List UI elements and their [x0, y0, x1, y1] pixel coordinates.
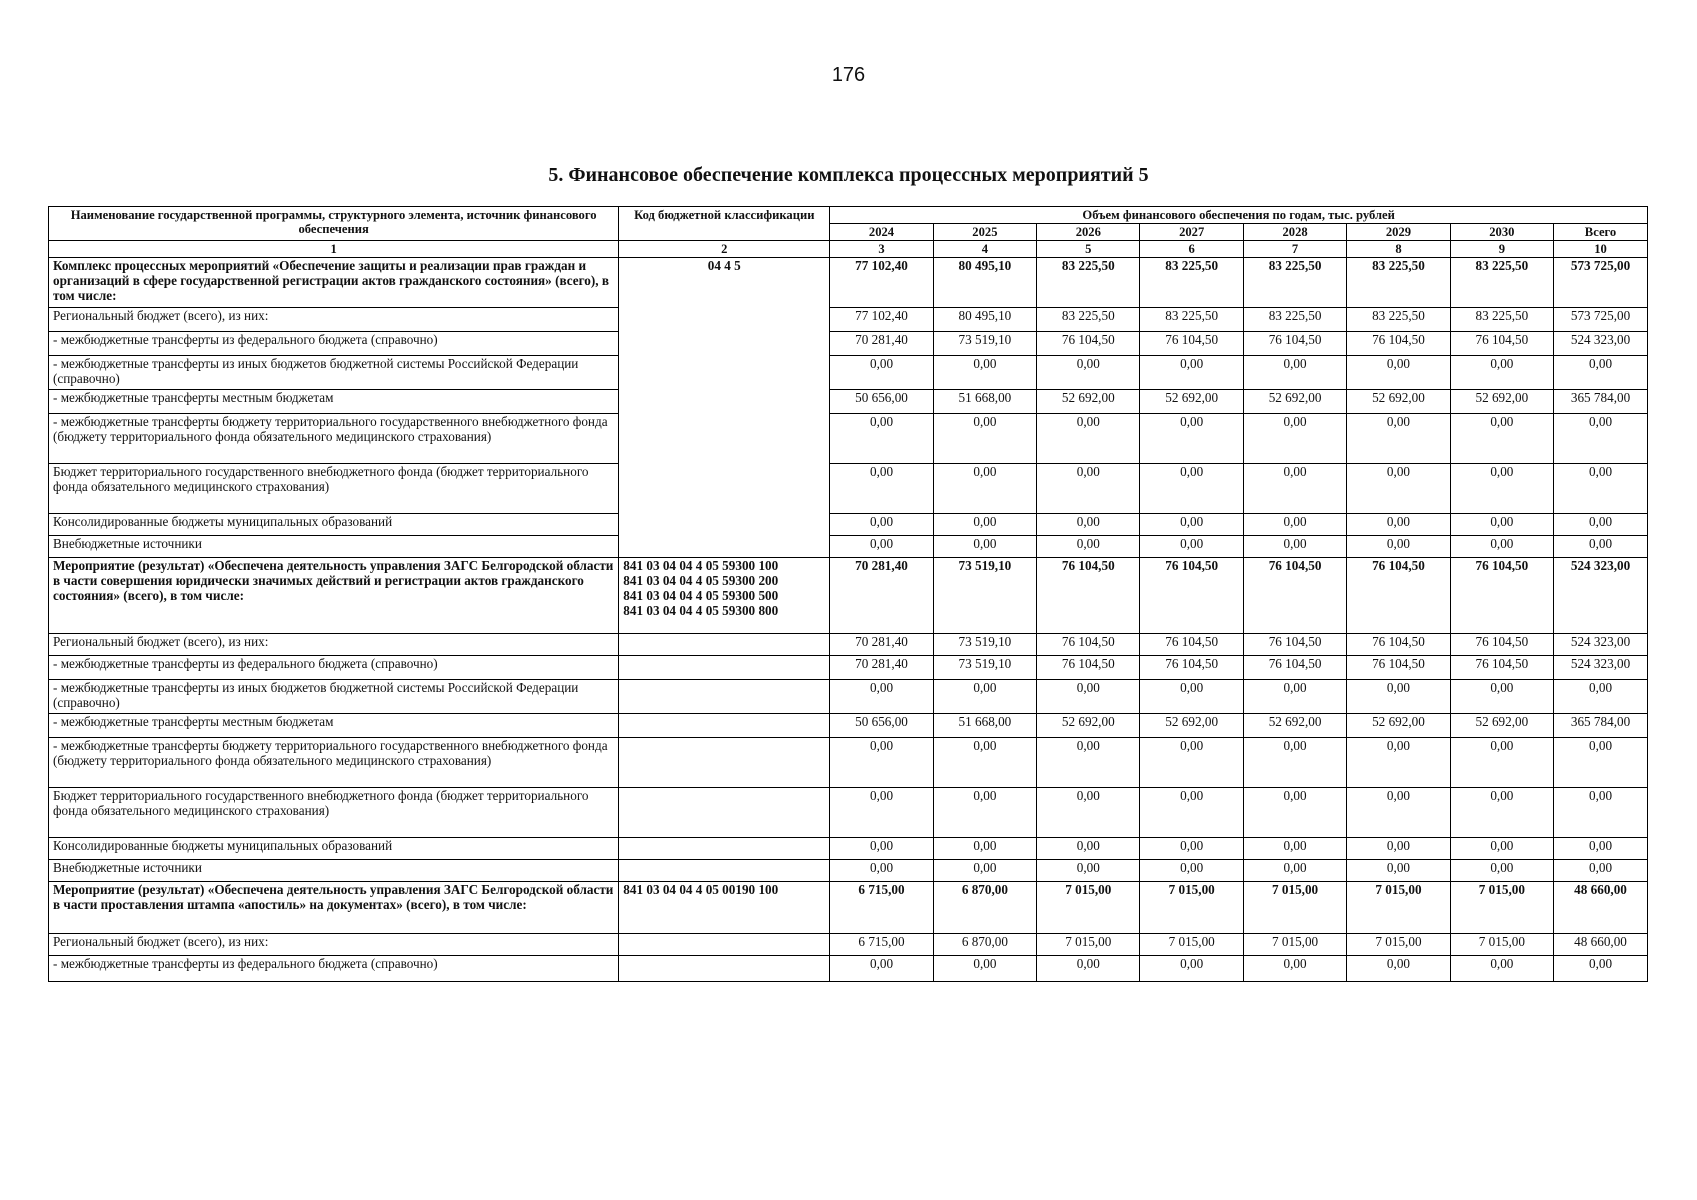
table-row [49, 860, 1648, 882]
table-row [49, 714, 1648, 738]
value-cell: 0,00 [1347, 414, 1450, 464]
row-name: Региональный бюджет (всего), из них: [49, 934, 619, 956]
value-cell: 52 692,00 [1140, 390, 1243, 414]
row-name: - межбюджетные трансферты местным бюджетам [49, 714, 619, 738]
value-cell: 7 015,00 [1450, 882, 1553, 934]
value-cell: 76 104,50 [1243, 656, 1346, 680]
row-name: - межбюджетные трансферты из федерального бюджета (справочно) [49, 656, 619, 680]
table-row [49, 882, 1648, 934]
value-cell: 0,00 [1243, 860, 1346, 882]
value-cell: 7 015,00 [1037, 934, 1140, 956]
value-cell: 0,00 [1243, 514, 1346, 536]
value-cell: 0,00 [1037, 956, 1140, 982]
value-cell: 0,00 [1140, 514, 1243, 536]
value-cell: 73 519,10 [933, 558, 1036, 634]
value-cell: 0,00 [1037, 738, 1140, 788]
value-cell: 365 784,00 [1554, 390, 1648, 414]
value-cell: 0,00 [1243, 536, 1346, 558]
value-cell: 76 104,50 [1037, 558, 1140, 634]
value-cell: 0,00 [1140, 536, 1243, 558]
value-cell: 70 281,40 [830, 656, 933, 680]
row-name: - межбюджетные трансферты бюджету территориального государственного внебюджетного фонда (бюджету территориального фонда обязательного медицинского страхования) [49, 738, 619, 788]
value-cell: 0,00 [1450, 860, 1553, 882]
value-cell: 76 104,50 [1037, 634, 1140, 656]
value-cell: 76 104,50 [1037, 332, 1140, 356]
value-cell: 0,00 [1450, 514, 1553, 536]
year-header-0: 2024 [830, 224, 933, 241]
value-cell: 6 715,00 [830, 934, 933, 956]
value-cell: 52 692,00 [1037, 714, 1140, 738]
value-cell: 0,00 [1037, 788, 1140, 838]
value-cell: 0,00 [1140, 860, 1243, 882]
value-cell: 83 225,50 [1243, 258, 1346, 308]
table-row [49, 634, 1648, 656]
value-cell: 0,00 [1554, 536, 1648, 558]
value-cell: 0,00 [830, 414, 933, 464]
table-row [49, 464, 1648, 514]
budget-code [619, 860, 830, 882]
value-cell: 0,00 [1347, 838, 1450, 860]
value-cell: 0,00 [1347, 514, 1450, 536]
table-row [49, 956, 1648, 982]
row-name: Региональный бюджет (всего), из них: [49, 634, 619, 656]
value-cell: 0,00 [1347, 788, 1450, 838]
value-cell: 0,00 [933, 536, 1036, 558]
table-row [49, 788, 1648, 838]
value-cell: 7 015,00 [1243, 882, 1346, 934]
value-cell: 0,00 [933, 838, 1036, 860]
value-cell: 83 225,50 [1450, 258, 1553, 308]
value-cell: 0,00 [1037, 414, 1140, 464]
value-cell: 76 104,50 [1037, 656, 1140, 680]
value-cell: 0,00 [933, 738, 1036, 788]
value-cell: 0,00 [1037, 860, 1140, 882]
value-cell: 0,00 [1347, 536, 1450, 558]
budget-code [619, 634, 830, 656]
table-row [49, 332, 1648, 356]
value-cell: 0,00 [830, 788, 933, 838]
row-name: Бюджет территориального государственного внебюджетного фонда (бюджет территориального фонда обязательного медицинского страхования) [49, 464, 619, 514]
value-cell: 0,00 [1140, 356, 1243, 390]
value-cell: 0,00 [830, 536, 933, 558]
value-cell: 52 692,00 [1450, 714, 1553, 738]
value-cell: 80 495,10 [933, 308, 1036, 332]
budget-code [619, 882, 830, 934]
year-header-6: 2030 [1450, 224, 1553, 241]
value-cell: 76 104,50 [1450, 332, 1553, 356]
value-cell: 365 784,00 [1554, 714, 1648, 738]
value-cell: 0,00 [1554, 414, 1648, 464]
value-cell: 0,00 [1347, 860, 1450, 882]
row-name: - межбюджетные трансферты бюджету территориального государственного внебюджетного фонда (бюджету территориального фонда обязательного медицинского страхования) [49, 414, 619, 464]
row-name: Консолидированные бюджеты муниципальных образований [49, 838, 619, 860]
value-cell: 0,00 [1450, 464, 1553, 514]
budget-code [619, 838, 830, 860]
year-header-3: 2027 [1140, 224, 1243, 241]
value-cell: 52 692,00 [1243, 714, 1346, 738]
table-row [49, 738, 1648, 788]
row-name: Мероприятие (результат) «Обеспечена деятельность управления ЗАГС Белгородской области в части совершения юридически значимых действий и регистрации актов гражданского состояния» (всего), в том числе: [49, 558, 619, 634]
value-cell: 0,00 [1140, 738, 1243, 788]
row-name: Внебюджетные источники [49, 536, 619, 558]
value-cell: 7 015,00 [1140, 934, 1243, 956]
value-cell: 80 495,10 [933, 258, 1036, 308]
value-cell: 7 015,00 [1037, 882, 1140, 934]
value-cell: 0,00 [1450, 738, 1553, 788]
value-cell: 0,00 [1243, 680, 1346, 714]
value-cell: 76 104,50 [1450, 656, 1553, 680]
value-cell: 0,00 [933, 514, 1036, 536]
row-name: - межбюджетные трансферты из иных бюджетов бюджетной системы Российской Федерации (справочно) [49, 680, 619, 714]
value-cell: 0,00 [1554, 956, 1648, 982]
value-cell: 0,00 [830, 738, 933, 788]
value-cell: 0,00 [1450, 356, 1553, 390]
value-cell: 52 692,00 [1347, 390, 1450, 414]
value-cell: 73 519,10 [933, 332, 1036, 356]
row-name: Бюджет территориального государственного внебюджетного фонда (бюджет территориального фонда обязательного медицинского страхования) [49, 788, 619, 838]
value-cell: 0,00 [1243, 788, 1346, 838]
value-cell: 0,00 [1243, 414, 1346, 464]
value-cell: 76 104,50 [1347, 558, 1450, 634]
budget-code-line: 841 03 04 04 4 05 59300 200 [623, 573, 779, 589]
value-cell: 0,00 [830, 838, 933, 860]
value-cell: 0,00 [1554, 356, 1648, 390]
table-row [49, 934, 1648, 956]
value-cell: 76 104,50 [1347, 656, 1450, 680]
value-cell: 76 104,50 [1347, 332, 1450, 356]
value-cell: 6 715,00 [830, 882, 933, 934]
value-cell: 83 225,50 [1037, 308, 1140, 332]
row-name: Региональный бюджет (всего), из них: [49, 308, 619, 332]
budget-code-line: 841 03 04 04 4 05 59300 800 [623, 602, 779, 618]
budget-code [619, 558, 830, 634]
value-cell: 0,00 [933, 464, 1036, 514]
document-title: 5. Финансовое обеспечение комплекса процессных мероприятий 5 [548, 164, 1149, 186]
value-cell: 573 725,00 [1554, 308, 1648, 332]
page-number: 176 [831, 64, 866, 86]
value-cell: 52 692,00 [1243, 390, 1346, 414]
value-cell: 524 323,00 [1554, 634, 1648, 656]
header-column-numbers [49, 241, 1648, 258]
value-cell: 76 104,50 [1243, 634, 1346, 656]
value-cell: 76 104,50 [1140, 332, 1243, 356]
value-cell: 0,00 [1140, 956, 1243, 982]
value-cell: 0,00 [1347, 356, 1450, 390]
budget-code-line: 841 03 04 04 4 05 59300 100 [623, 558, 779, 574]
value-cell: 0,00 [1037, 680, 1140, 714]
row-name: Комплекс процессных мероприятий «Обеспечение защиты и реализации прав граждан и организаций в сфере государственной регистрации актов гражданского состояния» (всего), в том числе: [49, 258, 619, 308]
value-cell: 0,00 [1450, 536, 1553, 558]
value-cell: 50 656,00 [830, 714, 933, 738]
value-cell: 0,00 [933, 788, 1036, 838]
value-cell: 0,00 [1450, 838, 1553, 860]
value-cell: 0,00 [1554, 514, 1648, 536]
column-number-2: 2 [619, 241, 830, 258]
value-cell: 73 519,10 [933, 656, 1036, 680]
value-cell: 83 225,50 [1037, 258, 1140, 308]
budget-code [619, 656, 830, 680]
value-cell: 52 692,00 [1140, 714, 1243, 738]
header-name: Наименование государственной программы, структурного элемента, источник финансового обеспечения [49, 207, 619, 241]
budget-code [619, 738, 830, 788]
value-cell: 0,00 [1450, 788, 1553, 838]
budget-code-line: 841 03 04 04 4 05 00190 100 [623, 882, 779, 898]
table-body [49, 258, 1648, 982]
value-cell: 73 519,10 [933, 634, 1036, 656]
value-cell: 0,00 [830, 860, 933, 882]
row-name: Внебюджетные источники [49, 860, 619, 882]
value-cell: 573 725,00 [1554, 258, 1648, 308]
column-number-5: 5 [1037, 241, 1140, 258]
value-cell: 0,00 [1554, 838, 1648, 860]
value-cell: 0,00 [1347, 464, 1450, 514]
value-cell: 0,00 [1037, 514, 1140, 536]
value-cell: 0,00 [1140, 788, 1243, 838]
table-row [49, 838, 1648, 860]
table-row [49, 536, 1648, 558]
value-cell: 0,00 [1243, 738, 1346, 788]
year-header-1: 2025 [933, 224, 1036, 241]
year-header-2: 2026 [1037, 224, 1140, 241]
value-cell: 76 104,50 [1450, 634, 1553, 656]
value-cell: 0,00 [830, 956, 933, 982]
row-name: - межбюджетные трансферты из федерального бюджета (справочно) [49, 956, 619, 982]
column-number-10: 10 [1554, 241, 1648, 258]
value-cell: 7 015,00 [1243, 934, 1346, 956]
header-code: Код бюджетной классификации [619, 207, 830, 241]
table-row [49, 390, 1648, 414]
value-cell: 83 225,50 [1450, 308, 1553, 332]
value-cell: 0,00 [1140, 464, 1243, 514]
value-cell: 0,00 [1347, 680, 1450, 714]
value-cell: 0,00 [1243, 956, 1346, 982]
value-cell: 0,00 [1554, 860, 1648, 882]
budget-code [619, 788, 830, 838]
table-row [49, 414, 1648, 464]
value-cell: 0,00 [933, 956, 1036, 982]
column-number-3: 3 [830, 241, 933, 258]
budget-code [619, 934, 830, 956]
column-number-9: 9 [1450, 241, 1553, 258]
value-cell: 48 660,00 [1554, 882, 1648, 934]
column-number-8: 8 [1347, 241, 1450, 258]
value-cell: 0,00 [933, 356, 1036, 390]
value-cell: 0,00 [1037, 356, 1140, 390]
year-header-4: 2028 [1243, 224, 1346, 241]
value-cell: 0,00 [1037, 464, 1140, 514]
row-name: - межбюджетные трансферты из федерального бюджета (справочно) [49, 332, 619, 356]
value-cell: 0,00 [830, 464, 933, 514]
value-cell: 0,00 [830, 680, 933, 714]
value-cell: 0,00 [1554, 788, 1648, 838]
table-row [49, 356, 1648, 390]
value-cell: 0,00 [1140, 414, 1243, 464]
value-cell: 0,00 [1243, 838, 1346, 860]
table-row [49, 258, 1648, 308]
value-cell: 0,00 [830, 514, 933, 536]
value-cell: 6 870,00 [933, 934, 1036, 956]
value-cell: 52 692,00 [1037, 390, 1140, 414]
row-name: - межбюджетные трансферты местным бюджетам [49, 390, 619, 414]
value-cell: 77 102,40 [830, 258, 933, 308]
value-cell: 77 102,40 [830, 308, 933, 332]
value-cell: 0,00 [1347, 956, 1450, 982]
value-cell: 6 870,00 [933, 882, 1036, 934]
value-cell: 52 692,00 [1347, 714, 1450, 738]
value-cell: 524 323,00 [1554, 656, 1648, 680]
column-number-6: 6 [1140, 241, 1243, 258]
value-cell: 524 323,00 [1554, 332, 1648, 356]
column-number-4: 4 [933, 241, 1036, 258]
value-cell: 0,00 [1450, 414, 1553, 464]
value-cell: 76 104,50 [1140, 558, 1243, 634]
value-cell: 70 281,40 [830, 332, 933, 356]
value-cell: 0,00 [1554, 680, 1648, 714]
value-cell: 51 668,00 [933, 714, 1036, 738]
value-cell: 70 281,40 [830, 558, 933, 634]
value-cell: 76 104,50 [1347, 634, 1450, 656]
value-cell: 0,00 [1450, 956, 1553, 982]
value-cell: 0,00 [1554, 738, 1648, 788]
value-cell: 0,00 [933, 680, 1036, 714]
value-cell: 83 225,50 [1347, 308, 1450, 332]
row-name: Консолидированные бюджеты муниципальных образований [49, 514, 619, 536]
financing-table [48, 206, 1648, 982]
value-cell: 0,00 [1037, 838, 1140, 860]
value-cell: 83 225,50 [1347, 258, 1450, 308]
budget-code [619, 956, 830, 982]
year-header-7: Всего [1554, 224, 1648, 241]
value-cell: 0,00 [1450, 680, 1553, 714]
value-cell: 7 015,00 [1347, 934, 1450, 956]
budget-code-line: 841 03 04 04 4 05 59300 500 [623, 587, 779, 603]
value-cell: 76 104,50 [1243, 332, 1346, 356]
value-cell: 0,00 [933, 414, 1036, 464]
value-cell: 70 281,40 [830, 634, 933, 656]
value-cell: 51 668,00 [933, 390, 1036, 414]
value-cell: 7 015,00 [1450, 934, 1553, 956]
value-cell: 0,00 [830, 356, 933, 390]
value-cell: 0,00 [1243, 464, 1346, 514]
budget-code [619, 680, 830, 714]
table-row [49, 680, 1648, 714]
value-cell: 76 104,50 [1450, 558, 1553, 634]
value-cell: 0,00 [1347, 738, 1450, 788]
table-row [49, 514, 1648, 536]
value-cell: 76 104,50 [1140, 634, 1243, 656]
value-cell: 0,00 [1140, 838, 1243, 860]
table-row [49, 558, 1648, 634]
table-row [49, 308, 1648, 332]
value-cell: 0,00 [933, 860, 1036, 882]
column-number-1: 1 [49, 241, 619, 258]
value-cell: 7 015,00 [1140, 882, 1243, 934]
value-cell: 7 015,00 [1347, 882, 1450, 934]
header-volume: Объем финансового обеспечения по годам, тыс. рублей [830, 207, 1648, 224]
value-cell: 0,00 [1037, 536, 1140, 558]
value-cell: 524 323,00 [1554, 558, 1648, 634]
value-cell: 0,00 [1554, 464, 1648, 514]
value-cell: 76 104,50 [1243, 558, 1346, 634]
budget-code [619, 714, 830, 738]
budget-code: 04 4 5 [619, 258, 830, 558]
row-name: - межбюджетные трансферты из иных бюджетов бюджетной системы Российской Федерации (справочно) [49, 356, 619, 390]
value-cell: 83 225,50 [1140, 258, 1243, 308]
value-cell: 83 225,50 [1140, 308, 1243, 332]
value-cell: 52 692,00 [1450, 390, 1553, 414]
value-cell: 0,00 [1243, 356, 1346, 390]
value-cell: 50 656,00 [830, 390, 933, 414]
value-cell: 48 660,00 [1554, 934, 1648, 956]
column-number-7: 7 [1243, 241, 1346, 258]
value-cell: 83 225,50 [1243, 308, 1346, 332]
value-cell: 76 104,50 [1140, 656, 1243, 680]
value-cell: 0,00 [1140, 680, 1243, 714]
year-header-5: 2029 [1347, 224, 1450, 241]
table-row [49, 656, 1648, 680]
row-name: Мероприятие (результат) «Обеспечена деятельность управления ЗАГС Белгородской области в части проставления штампа «апостиль» на документах» (всего), в том числе: [49, 882, 619, 934]
